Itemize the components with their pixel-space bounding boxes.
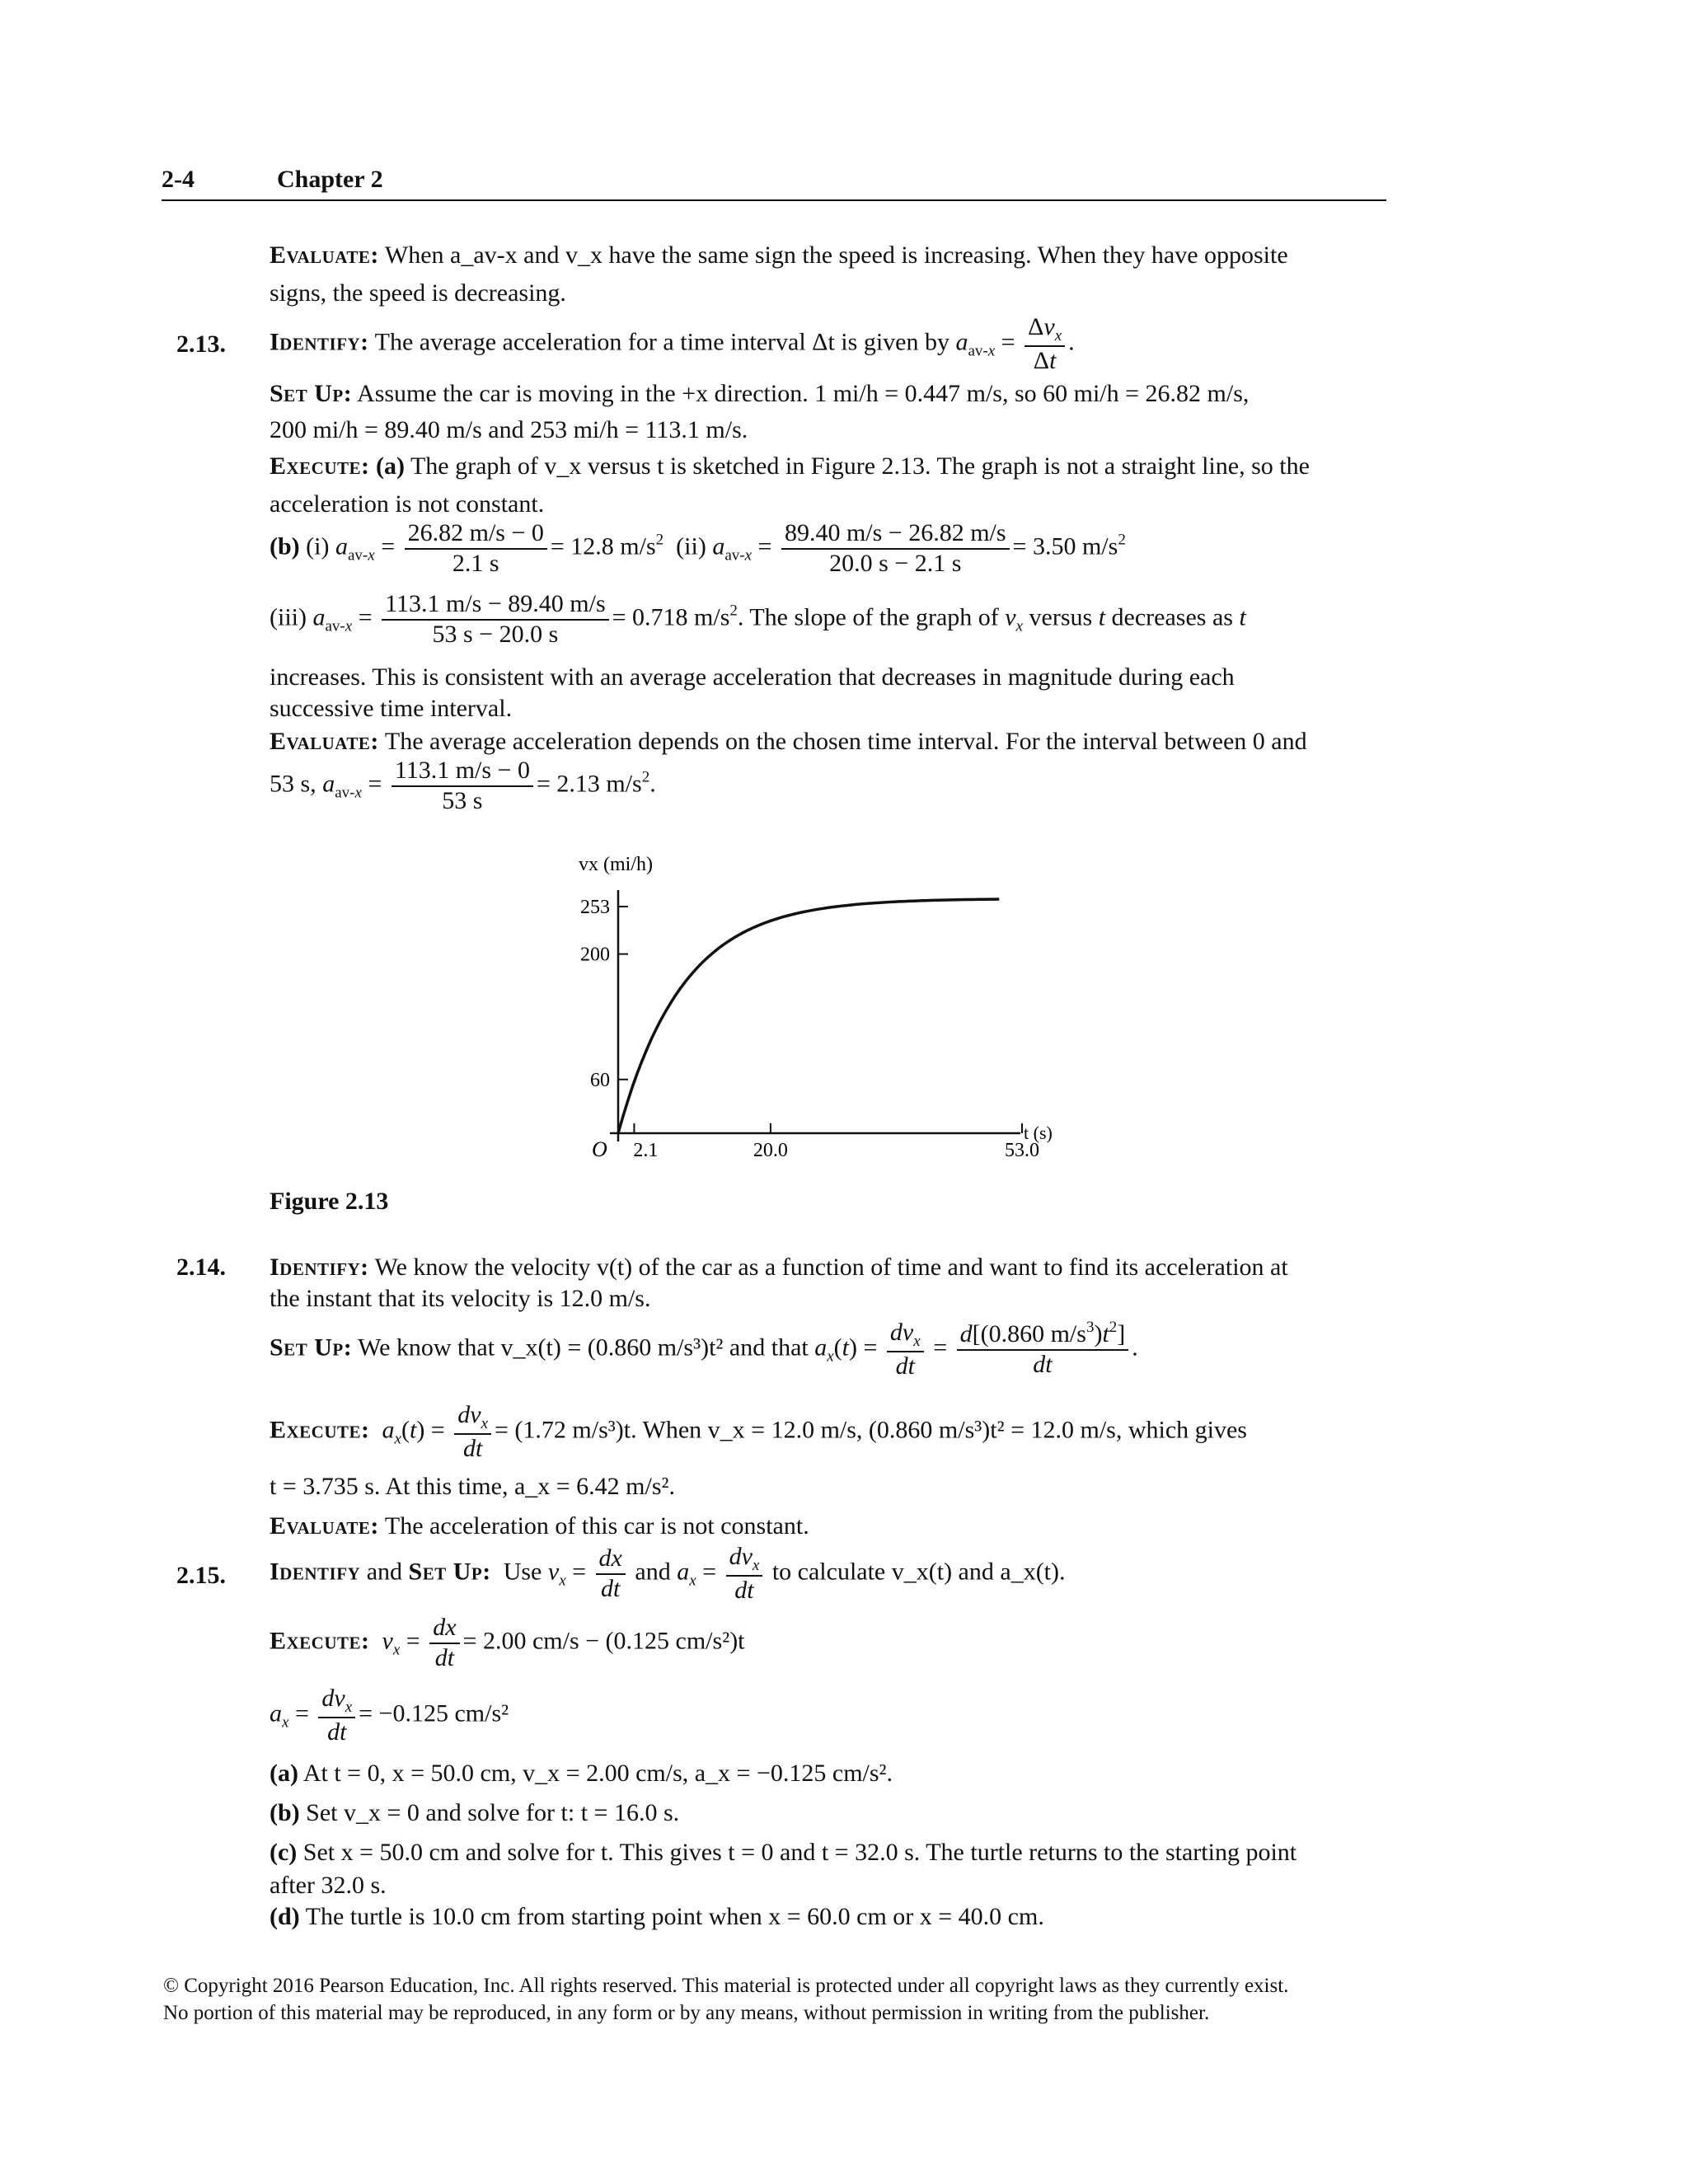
copyright-line1: © Copyright 2016 Pearson Education, Inc. All rights reserved. This material is protected under all copyright laws as they currently exist. — [163, 1975, 1289, 1997]
execute-2-13-line2: acceleration is not constant. — [270, 490, 545, 518]
velocity-curve — [618, 899, 999, 1133]
dvdt-fraction-3: $\frac{dv_x}{dt}$ — [726, 1543, 763, 1605]
evaluate-2-14 — [270, 1510, 809, 1542]
chapter-title: Chapter 2 — [277, 166, 383, 193]
evaluate-text: When a_av-x and v_x have the same sign the speed is increasing. When they have opposite — [384, 241, 1288, 269]
continuation-line2: successive time interval. — [270, 695, 513, 722]
evaluate-label: Evaluate: — [270, 1512, 379, 1540]
execute-label: Execute: — [270, 452, 370, 480]
evaluate-label: Evaluate: — [270, 728, 379, 755]
problem-number-2-15: 2.15. — [176, 1562, 226, 1589]
evaluate-2-12-line1 — [270, 239, 1288, 271]
part-iii-equation: (iii) $a_{av-x}$ = $\frac{113.1 m/s - 89.40 m/s}{53 s - 20.0 s}$ = 0.718 $m/s^2$. The slope of the graph of $v_x$ versus t decreases as t — [270, 590, 1246, 648]
part-b-2-15: (b) Set v_x = 0 and solve for t: t = 16.0 s. — [270, 1799, 680, 1826]
copyright-line2: No portion of this material may be reproduced, in any form or by any means, without permission in writing from the publisher. — [163, 2002, 1210, 2024]
part-c-2-15: (c) Set x = 50.0 cm and solve for t. This gives t = 0 and t = 32.0 s. The turtle returns to the starting point — [270, 1839, 1297, 1866]
page-number: 2-4 — [162, 166, 195, 193]
problem-number-2-14: 2.14. — [176, 1254, 226, 1281]
part-a-2-15: (a) At t = 0, x = 50.0 cm, v_x = 2.00 cm/s, a_x = −0.125 cm/s². — [270, 1760, 893, 1787]
y-tick-label: 253 — [580, 897, 610, 918]
fraction-ii: $\frac{89.40 m/s - 26.82 m/s}{20.0 s - 2.1 s}$ — [781, 519, 1010, 578]
setup-text: Assume the car is moving in the +x direction. 1 mi/h = 0.447 m/s, so 60 mi/h = 26.82 m/s, — [357, 380, 1250, 407]
x-tick-label: 2.1 — [633, 1140, 659, 1161]
execute-2-14-line2: t = 3.735 s. At this time, a_x = 6.42 m/s². — [270, 1473, 676, 1500]
continuation-line1: increases. This is consistent with an average acceleration that decreases in magnitude during each — [270, 663, 1235, 691]
part-d-2-15: (d) The turtle is 10.0 cm from starting point when x = 60.0 cm or x = 40.0 cm. — [270, 1903, 1044, 1930]
y-tick-label: 200 — [580, 944, 610, 966]
evaluate-2-13 — [270, 725, 1307, 757]
page-header — [162, 163, 1386, 201]
y-axis-label: vx (mi/h) — [579, 854, 653, 875]
setup-2-14: Set Up: We know that v_x(t) = (0.860 m/s³)t² and that $a_x(t)$ = $\frac{dv_x}{dt}$ = $\frac{d[(0.860 m/s^3)t^2]}{dt}$ . — [270, 1319, 1138, 1380]
execute-2-15-ax: $a_x$ = $\frac{dv_x}{dt}$ = −0.125 cm/s² — [270, 1685, 509, 1746]
x-tick-label: 53.0 — [1005, 1140, 1039, 1161]
execute-label: Execute: — [270, 1416, 370, 1444]
x-ticks — [633, 1123, 1039, 1161]
dvdt-fraction-2: $\frac{dv_x}{dt}$ — [454, 1401, 491, 1463]
dvdt-fraction: $\frac{dv_x}{dt}$ — [887, 1319, 924, 1380]
evaluate-text: The average acceleration depends on the chosen time interval. For the interval between 0 and — [384, 728, 1307, 755]
execute-2-15-vx: Execute: $v_x$ = $\frac{dx}{dt}$ = 2.00 cm/s − (0.125 cm/s²)t — [270, 1614, 745, 1671]
identify-text: The average acceleration for a time interval Δt is given by — [374, 328, 950, 356]
figure-2-13-graph — [528, 849, 1104, 1179]
execute-2-13-line1: Execute: (a) The graph of v_x versus t is sketched in Figure 2.13. The graph is not a straight line, so the — [270, 452, 1310, 480]
avg-accel-formula: $\frac{\Delta v_x}{\Delta t}$ — [1025, 313, 1065, 375]
setup-text: We know that v_x(t) = (0.860 m/s³)t² and that — [358, 1333, 809, 1361]
execute-2-14: Execute: $a_x(t)$ = $\frac{dv_x}{dt}$ = (1.72 m/s³)t. When v_x = 12.0 m/s, (0.860 m/s³)t² = 12.0 m/s, which gives — [270, 1401, 1247, 1462]
identify-text: We know the velocity v(t) of the car as a function of time and want to find its acceleration at — [374, 1254, 1288, 1281]
setup-label: Set Up: — [270, 380, 353, 407]
setup-2-13-line2: 200 mi/h = 89.40 m/s and 253 mi/h = 113.1 m/s. — [270, 416, 748, 443]
setup-2-13-line1 — [270, 377, 1249, 410]
identify-setup-2-15: Identify and Set Up: Use $v_x$ = $\frac{dx}{dt}$ and $a_x$ = $\frac{dv_x}{dt}$ to calculate v_x(t) and a_x(t). — [270, 1543, 1066, 1604]
identify-2-14-line1 — [270, 1251, 1288, 1283]
fraction-eval: $\frac{113.1 m/s - 0}{53 s}$ — [392, 757, 533, 815]
setup-label: Set Up: — [270, 1333, 353, 1361]
figure-caption: Figure 2.13 — [270, 1188, 389, 1215]
part-b-equations: (b) (i) $a_{av-x}$ = $\frac{26.82 m/s - 0}{2.1 s}$ = 12.8 $m/s^2$ (ii) $a_{av-x}$ = $\frac{89.40 m/s - 26.82 m/s}{20.0 s - 2.1 s}$ = 3.50 $m/s^2$ — [270, 519, 1126, 577]
part-c-2-15-line2: after 32.0 s. — [270, 1872, 387, 1899]
derivative-fraction: $\frac{d[(0.860 m/s^3)t^2]}{dt}$ — [957, 1320, 1129, 1379]
fraction-iii: $\frac{113.1 m/s - 89.40 m/s}{53 s - 20.0 s}$ — [382, 590, 609, 649]
evaluate-label: Evaluate: — [270, 241, 379, 269]
dxdt-fraction: $\frac{dx}{dt}$ — [596, 1544, 626, 1603]
identify-label: Identify: — [270, 1254, 369, 1281]
identify-2-14-line2: the instant that its velocity is 12.0 m/s. — [270, 1285, 651, 1312]
execute-label: Execute: — [270, 1627, 370, 1655]
copyright-footer — [163, 1972, 1400, 2027]
execute-text: = (1.72 m/s³)t. When v_x = 12.0 m/s, (0.860 m/s³)t² = 12.0 m/s, which gives — [495, 1416, 1247, 1444]
problem-number-2-13: 2.13. — [176, 330, 226, 358]
identify-label: Identify: — [270, 328, 369, 356]
identify-2-13: Identify: The average acceleration for a time interval Δt is given by $a_{av-x}$ = $\frac{\Delta v_x}{\Delta t}$ . — [270, 313, 1075, 374]
x-tick-label: 20.0 — [753, 1140, 788, 1161]
dxdt-fraction-2: $\frac{dx}{dt}$ — [429, 1614, 459, 1672]
execute-text: The graph of v_x versus t is sketched in Figure 2.13. The graph is not a straight line, so the — [410, 452, 1310, 480]
dvdt-fraction-4: $\frac{dv_x}{dt}$ — [318, 1685, 355, 1746]
fraction-i: $\frac{26.82 m/s - 0}{2.1 s}$ — [405, 519, 547, 578]
y-ticks — [580, 897, 628, 1091]
evaluate-2-13-equation: 53 s, $a_{av-x}$ = $\frac{113.1 m/s - 0}{53 s}$ = 2.13 $m/s^2$. — [270, 757, 656, 814]
x-axis-label: t (s) — [1024, 1122, 1053, 1143]
evaluate-text: The acceleration of this car is not constant. — [384, 1512, 809, 1540]
evaluate-2-12-line2: signs, the speed is decreasing. — [270, 279, 566, 307]
y-tick-label: 60 — [590, 1069, 610, 1091]
origin-label: O — [592, 1137, 607, 1161]
